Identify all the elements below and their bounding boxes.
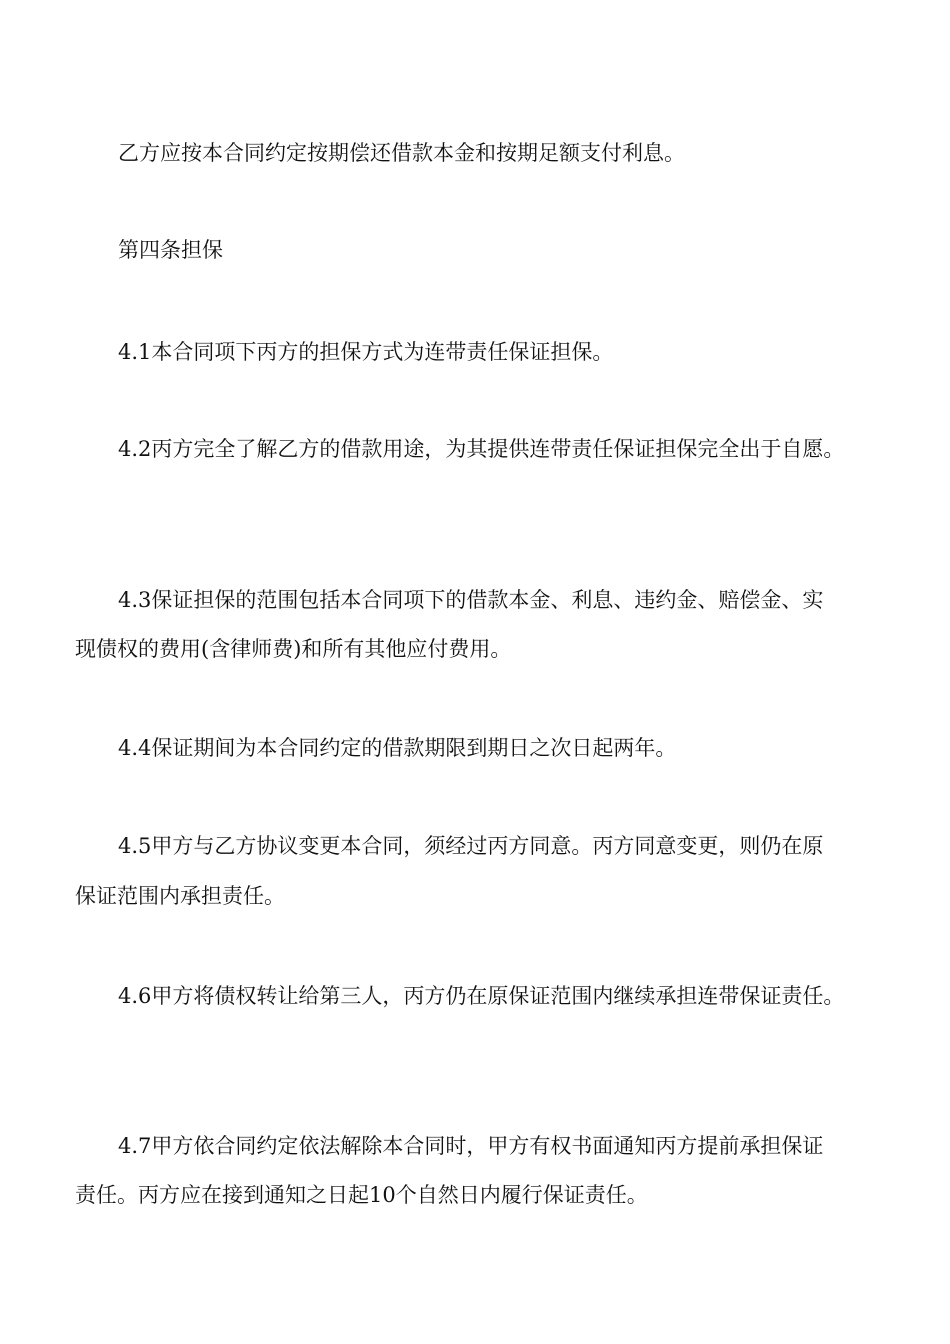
clause-4-7-line-2: 责任。丙方应在接到通知之日起10个自然日内履行保证责任。: [75, 1183, 648, 1207]
clause-4-3-line-2: 现债权的费用(含律师费)和所有其他应付费用。: [75, 637, 512, 661]
clause-4-5-line-2: 保证范围内承担责任。: [75, 884, 285, 908]
paragraph-repayment: 乙方应按本合同约定按期偿还借款本金和按期足额支付利息。: [118, 141, 685, 165]
clause-4-4: 4.4保证期间为本合同约定的借款期限到期日之次日起两年。: [118, 736, 677, 760]
clause-4-7-line-1: 4.7甲方依合同约定依法解除本合同时，甲方有权书面通知丙方提前承担保证: [118, 1134, 824, 1158]
clause-4-1: 4.1本合同项下丙方的担保方式为连带责任保证担保。: [118, 340, 614, 364]
clause-4-6: 4.6甲方将债权转让给第三人，丙方仍在原保证范围内继续承担连带保证责任。: [118, 984, 845, 1008]
section-heading-guarantee: 第四条担保: [118, 238, 223, 262]
clause-4-2: 4.2丙方完全了解乙方的借款用途，为其提供连带责任保证担保完全出于自愿。: [118, 437, 845, 461]
clause-4-5-line-1: 4.5甲方与乙方协议变更本合同，须经过丙方同意。丙方同意变更，则仍在原: [118, 834, 824, 858]
clause-4-3-line-1: 4.3保证担保的范围包括本合同项下的借款本金、利息、违约金、赔偿金、实: [118, 588, 824, 612]
